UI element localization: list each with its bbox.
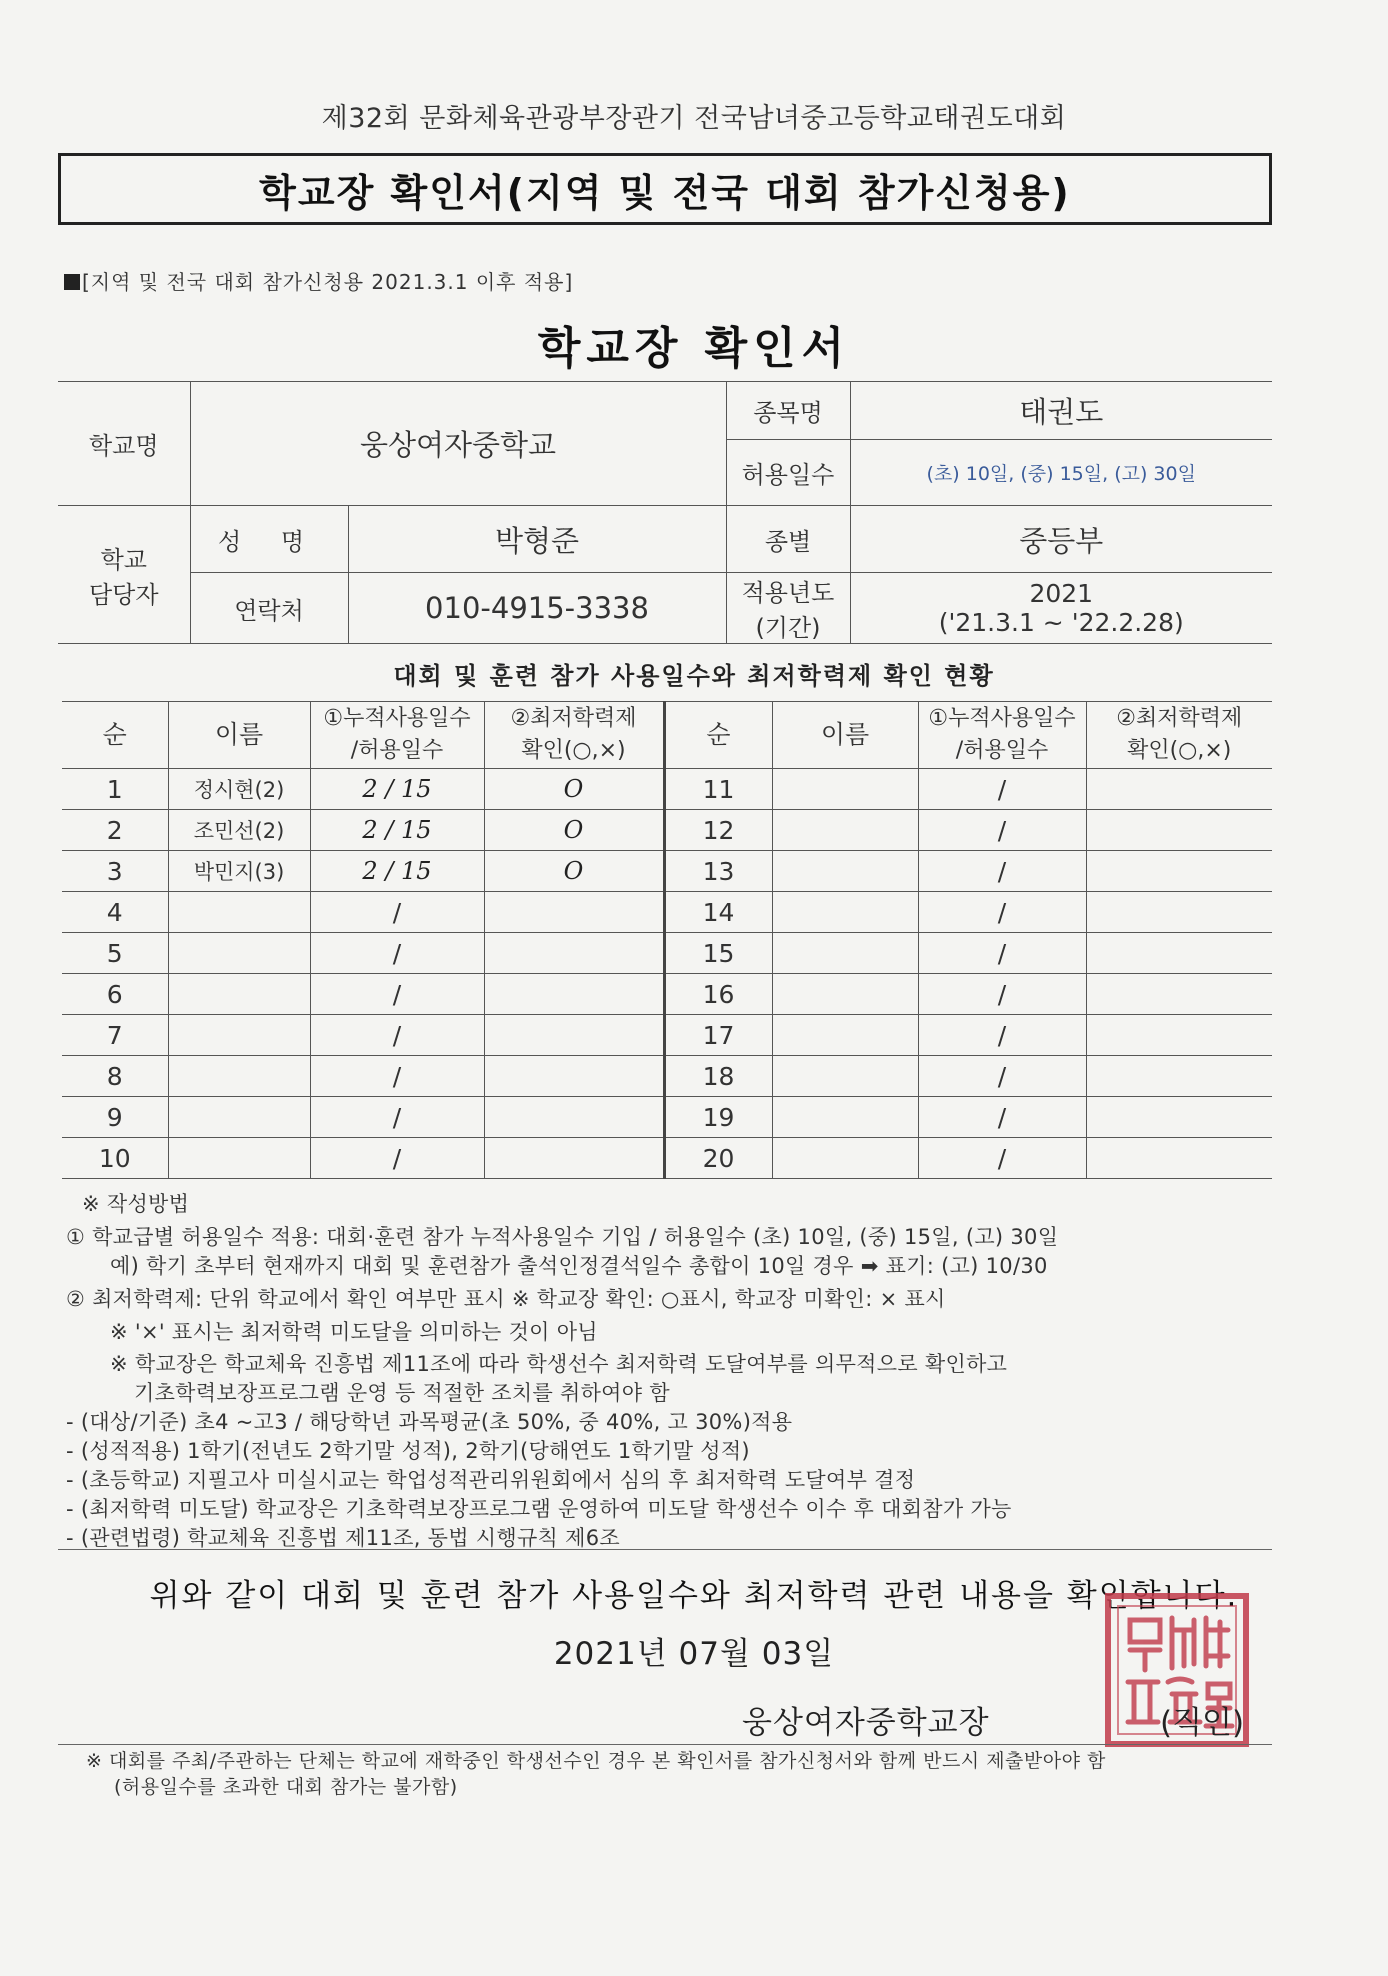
col-days-line2-right: /허용일수 (955, 738, 1049, 763)
row-check-right (1086, 1097, 1272, 1138)
row-check-right (1086, 1056, 1272, 1097)
row-check-right (1086, 810, 1272, 851)
row-name-right (772, 933, 918, 974)
row-days-right: / (918, 810, 1086, 851)
instruction-line: ① 학교급별 허용일수 적용: 대회·훈련 참가 누적사용일수 기입 / 허용일수 (초) 10일, (중) 15일, (고) 30일 (66, 1225, 1059, 1249)
row-name-right (772, 769, 918, 810)
row-no: 1 (62, 769, 168, 810)
row-check (484, 1097, 664, 1138)
table-row (62, 1097, 1272, 1138)
instruction-line: ※ '×' 표시는 최저학력 미도달을 의미하는 것이 아님 (110, 1320, 598, 1344)
row-no: 9 (62, 1097, 168, 1138)
row-check (484, 1056, 664, 1097)
sport-value: 태권도 (850, 382, 1272, 440)
col-days-header (310, 702, 484, 769)
row-no-right: 20 (664, 1138, 772, 1179)
row-name-right (772, 1138, 918, 1179)
row-days: / (310, 1138, 484, 1179)
row-check-right (1086, 769, 1272, 810)
school-value: 웅상여자중학교 (190, 382, 726, 506)
instruction-line: ② 최저학력제: 단위 학교에서 확인 여부만 표시 ※ 학교장 확인: ○표시, 학교장 미확인: × 표시 (66, 1287, 946, 1311)
row-name: 조민선(2) (168, 810, 310, 851)
row-check (484, 1138, 664, 1179)
year-value-line1: 2021 (1029, 579, 1094, 608)
row-no: 10 (62, 1138, 168, 1179)
instruction-line: - (성적적용) 1학기(전년도 2학기말 성적), 2학기(당해연도 1학기말 성적) (66, 1439, 750, 1463)
instruction-line: - (최저학력 미도달) 학교장은 기초학력보장프로그램 운영하여 미도달 학생선수 이수 후 대회참가 가능 (66, 1497, 1012, 1521)
col-no-header: 순 (62, 702, 168, 769)
row-no: 2 (62, 810, 168, 851)
row-name (168, 892, 310, 933)
row-no: 4 (62, 892, 168, 933)
row-days: / (310, 1015, 484, 1056)
row-days-right: / (918, 974, 1086, 1015)
sport-label: 종목명 (726, 382, 850, 440)
row-no-right: 12 (664, 810, 772, 851)
banner-title: 학교장 확인서(지역 및 전국 대회 참가신청용) (58, 153, 1272, 225)
row-name (168, 933, 310, 974)
row-name-right (772, 1056, 918, 1097)
instruction-line: ※ 학교장은 학교체육 진흥법 제11조에 따라 학생선수 최저학력 도달여부를 의무적으로 확인하고 (110, 1352, 1008, 1376)
row-days-right: / (918, 769, 1086, 810)
row-name-right (772, 892, 918, 933)
contact-label: 연락처 (190, 573, 348, 644)
table-row (62, 810, 1272, 851)
table-row (62, 1015, 1272, 1056)
row-days: / (310, 974, 484, 1015)
year-value-line2: ('21.3.1 ~ '22.2.28) (938, 608, 1184, 637)
table-row (62, 1138, 1272, 1179)
row-check (484, 892, 664, 933)
row-name-right (772, 974, 918, 1015)
row-days: 2 / 15 (310, 851, 484, 892)
row-name-right (772, 1097, 918, 1138)
table-row (62, 1056, 1272, 1097)
usage-section-title: 대회 및 훈련 참가 사용일수와 최저학력제 확인 현황 (393, 662, 995, 690)
row-days-right: / (918, 1097, 1086, 1138)
instructions-title: ※ 작성방법 (82, 1192, 190, 1216)
year-label-line2: (기간) (755, 614, 821, 642)
col-name-header: 이름 (168, 702, 310, 769)
notice-text: [지역 및 전국 대회 참가신청용 2021.3.1 이후 적용] (82, 270, 574, 294)
contact-value: 010-4915-3338 (348, 573, 726, 644)
row-name (168, 1097, 310, 1138)
col-days-header-right (918, 702, 1086, 769)
footnote-line2: (허용일수를 초과한 대회 참가는 불가함) (114, 1776, 458, 1798)
name-value: 박형준 (348, 506, 726, 573)
row-days: / (310, 892, 484, 933)
competition-title: 제32회 문화체육관광부장관기 전국남녀중고등학교태권도대회 (321, 103, 1067, 134)
instruction-line: 예) 학기 초부터 현재까지 대회 및 훈련참가 출석인정결석일수 총합이 10일 경우 ➡ 표기: (고) 10/30 (110, 1254, 1048, 1278)
row-name (168, 974, 310, 1015)
col-name-header-right: 이름 (772, 702, 918, 769)
row-no-right: 18 (664, 1056, 772, 1097)
row-check (484, 933, 664, 974)
row-check: O (484, 851, 664, 892)
row-check-right (1086, 851, 1272, 892)
row-days-right: / (918, 1015, 1086, 1056)
col-days-line1-right: ①누적사용일수 (928, 706, 1076, 731)
category-value: 중등부 (850, 506, 1272, 573)
instruction-line: - (대상/기준) 초4 ~고3 / 해당학년 과목평균(초 50%, 중 40%, 고 30%)적용 (66, 1410, 793, 1434)
row-days-right: / (918, 851, 1086, 892)
usage-table (62, 701, 1272, 1179)
notice-tag (64, 266, 573, 295)
col-academic-line1-right: ②최저학력제 (1116, 706, 1243, 731)
col-no-header-right: 순 (664, 702, 772, 769)
col-academic-header (484, 702, 664, 769)
row-days: 2 / 15 (310, 810, 484, 851)
school-label: 학교명 (58, 382, 190, 506)
row-check (484, 1015, 664, 1056)
row-days: / (310, 933, 484, 974)
category-label: 종별 (726, 506, 850, 573)
name-label: 성 명 (190, 506, 348, 573)
col-academic-header-right (1086, 702, 1272, 769)
square-bullet-icon (64, 274, 80, 290)
row-no: 5 (62, 933, 168, 974)
year-value (850, 573, 1272, 644)
row-check-right (1086, 974, 1272, 1015)
form-title: 학교장 확인서 (537, 323, 851, 374)
row-name-right (772, 1015, 918, 1056)
row-no-right: 14 (664, 892, 772, 933)
row-no-right: 16 (664, 974, 772, 1015)
allowed-days-label: 허용일수 (726, 440, 850, 506)
confirmation-date: 2021년 07월 03일 (553, 1636, 835, 1672)
row-no-right: 17 (664, 1015, 772, 1056)
row-no: 6 (62, 974, 168, 1015)
row-name-right (772, 851, 918, 892)
row-no-right: 13 (664, 851, 772, 892)
row-name: 박민지(3) (168, 851, 310, 892)
row-days-right: / (918, 1138, 1086, 1179)
row-check-right (1086, 1138, 1272, 1179)
row-no-right: 19 (664, 1097, 772, 1138)
separator-line (58, 1549, 1272, 1550)
col-academic-line1: ②최저학력제 (510, 706, 637, 731)
col-academic-line2-right: 확인(○,×) (1127, 738, 1232, 763)
info-table (58, 381, 1272, 644)
row-name-right (772, 810, 918, 851)
row-name (168, 1015, 310, 1056)
row-name (168, 1056, 310, 1097)
row-no: 7 (62, 1015, 168, 1056)
row-days-right: / (918, 1056, 1086, 1097)
row-no-right: 15 (664, 933, 772, 974)
row-check-right (1086, 933, 1272, 974)
row-check-right (1086, 1015, 1272, 1056)
manager-label-line2: 담당자 (88, 580, 159, 609)
row-no: 8 (62, 1056, 168, 1097)
manager-label (58, 506, 190, 644)
year-label-line1: 적용년도 (741, 579, 835, 607)
row-days-right: / (918, 933, 1086, 974)
footnote (86, 1748, 1286, 1800)
year-label (726, 573, 850, 644)
row-days-right: / (918, 892, 1086, 933)
instruction-line: - (관련법령) 학교체육 진흥법 제11조, 동법 시행규칙 제6조 (66, 1526, 620, 1550)
manager-label-line1: 학교 (100, 545, 147, 574)
table-row (62, 892, 1272, 933)
col-academic-line2: 확인(○,×) (521, 738, 626, 763)
instruction-line: - (초등학교) 지필고사 미실시교는 학업성적관리위원회에서 심의 후 최저학력 도달여부 결정 (66, 1468, 916, 1492)
principal-name: 웅상여자중학교장 (742, 1705, 990, 1741)
row-no-right: 11 (664, 769, 772, 810)
row-check: O (484, 769, 664, 810)
row-check: O (484, 810, 664, 851)
row-check-right (1086, 892, 1272, 933)
row-days: / (310, 1056, 484, 1097)
row-days: 2 / 15 (310, 769, 484, 810)
table-row (62, 974, 1272, 1015)
table-row (62, 769, 1272, 810)
col-days-line1: ①누적사용일수 (323, 706, 471, 731)
confirmation-statement: 위와 같이 대회 및 훈련 참가 사용일수와 최저학력 관련 내용을 확인합니다. (149, 1578, 1239, 1614)
instruction-line: 기초학력보장프로그램 운영 등 적절한 조치를 취하여야 함 (134, 1381, 670, 1405)
seal-label: (직인) (1160, 1705, 1245, 1741)
instructions (66, 1190, 1286, 1553)
row-check (484, 974, 664, 1015)
separator-line (58, 1744, 1272, 1745)
row-name: 정시현(2) (168, 769, 310, 810)
row-name (168, 1138, 310, 1179)
col-days-line2: /허용일수 (350, 738, 444, 763)
footnote-line1: ※ 대회를 주최/주관하는 단체는 학교에 재학중인 학생선수인 경우 본 확인서를 참가신청서와 함께 반드시 제출받아야 함 (86, 1750, 1106, 1772)
table-row (62, 933, 1272, 974)
table-row (62, 851, 1272, 892)
row-no: 3 (62, 851, 168, 892)
row-days: / (310, 1097, 484, 1138)
allowed-days-value: (초) 10일, (중) 15일, (고) 30일 (850, 440, 1272, 506)
